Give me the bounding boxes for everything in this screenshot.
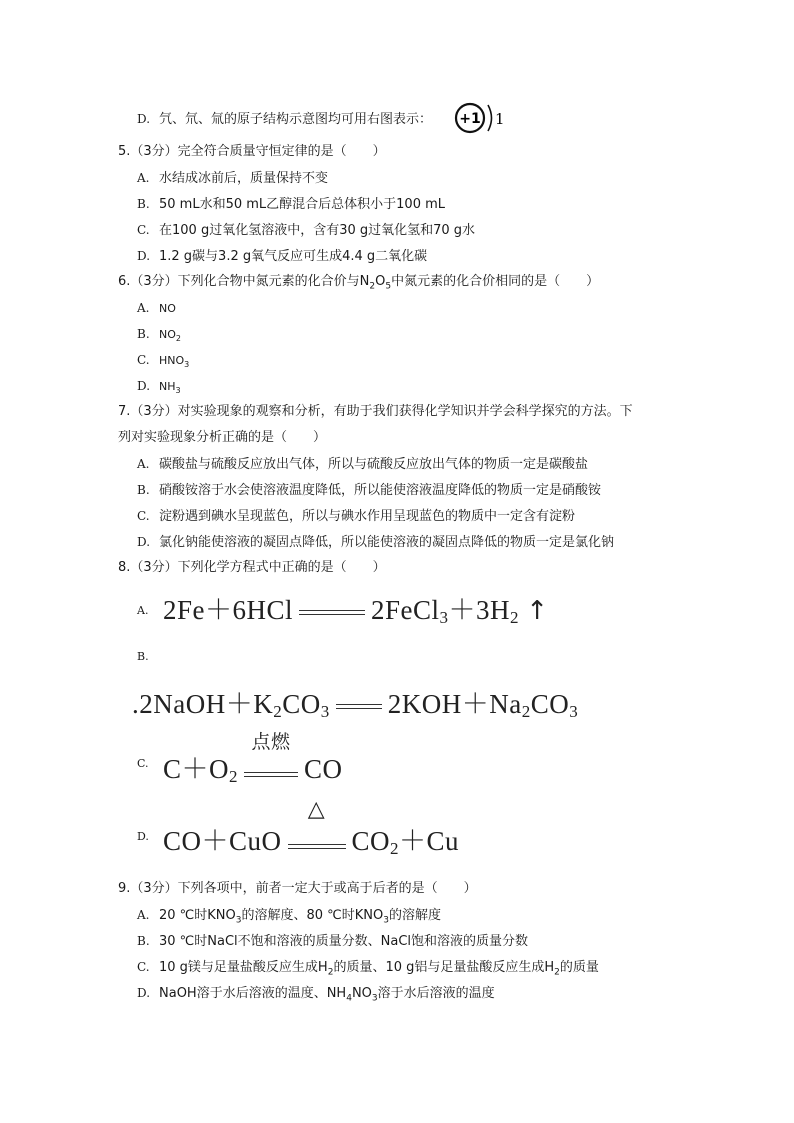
option-text: NO — [159, 302, 176, 315]
q5-option-b[interactable] — [137, 195, 445, 214]
option-text: 淀粉遇到碘水呈现蓝色，所以与碘水作用呈现蓝色的物质中一定含有淀粉 — [159, 509, 576, 524]
equals-sign — [299, 610, 365, 615]
option-text: 氕、氘、氚的原子结构示意图均可用右图表示： — [159, 112, 433, 127]
nucleus-charge: +1 — [459, 111, 481, 127]
option-label: C. — [137, 223, 150, 237]
equation-part: ＋3H — [448, 595, 511, 625]
option-label: D. — [137, 249, 151, 263]
q6-stem — [118, 273, 599, 296]
subscript: 2 — [554, 967, 560, 978]
option-text: 溶于水后溶液的温度 — [377, 986, 495, 1001]
q6-option-d[interactable] — [137, 377, 181, 400]
option-text: 水结成冰前后，质量保持不变 — [159, 171, 329, 186]
gas-arrow-icon: ↑ — [526, 596, 549, 626]
option-text: 1.2 g碳与3.2 g氧气反应可生成4.4 g二氧化碳 — [159, 249, 428, 264]
q7-option-c[interactable] — [137, 507, 575, 526]
subscript: 3 — [383, 915, 389, 926]
subscript: 3 — [569, 702, 579, 721]
option-text: 的溶解度 — [389, 908, 442, 923]
subscript: 2 — [390, 839, 400, 858]
option-text: 10 g镁与足量盐酸反应生成H — [159, 960, 328, 975]
option-label: D. — [137, 986, 151, 1000]
option-label: A. — [137, 457, 150, 471]
equation-part: CO — [304, 754, 343, 784]
subscript: 3 — [371, 993, 378, 1004]
option-text: 碳酸盐与硫酸反应放出气体，所以与硫酸反应放出气体的物质一定是碳酸盐 — [159, 457, 589, 472]
subscript: 2 — [273, 702, 283, 721]
subscript: 2 — [175, 334, 181, 344]
stem-part: 中氮元素的化合价相同的是（ ） — [391, 274, 600, 289]
equation-part: 2KOH＋Na — [387, 689, 522, 719]
equation-part: ＋Cu — [399, 826, 460, 856]
equals-sign — [244, 772, 298, 777]
subscript: 2 — [327, 967, 334, 978]
q8-option-a-label[interactable]: A. — [137, 604, 149, 617]
option-label: A. — [137, 171, 150, 185]
equation-part: C＋O — [163, 754, 230, 784]
q6-option-a[interactable] — [137, 299, 176, 318]
q8-equation-d — [163, 796, 460, 860]
equation-part: CO＋CuO — [163, 826, 282, 856]
subscript: 2 — [369, 281, 376, 292]
q6-option-b[interactable] — [137, 325, 181, 348]
subscript: 2 — [510, 608, 520, 627]
option-label: D. — [137, 379, 151, 393]
subscript: 2 — [229, 767, 239, 786]
q8-equation-a — [163, 594, 549, 627]
q9-stem: 9.（3分）下列各项中，前者一定大于或高于后者的是（ ） — [118, 881, 477, 896]
subscript: 3 — [439, 608, 449, 627]
q5-stem: 5.（3分）完全符合质量守恒定律的是（ ） — [118, 144, 386, 159]
equals-sign — [288, 844, 346, 849]
option-text: 氯化钠能使溶液的凝固点降低，所以能使溶液的凝固点降低的物质一定是氯化钠 — [159, 535, 615, 550]
q9-option-c[interactable] — [137, 958, 599, 982]
reaction-equals — [242, 730, 300, 788]
option-label: B. — [137, 327, 150, 341]
q8-option-b-label[interactable]: B. — [137, 650, 149, 663]
option-text: 的质量 — [559, 960, 599, 975]
q8-option-c-label[interactable]: C. — [137, 757, 149, 770]
option-text: 50 mL水和50 mL乙醇混合后总体积小于100 mL — [159, 197, 446, 212]
option-text: 硝酸铵溶于水会使溶液温度降低，所以能使溶液温度降低的物质一定是硝酸铵 — [159, 483, 602, 498]
stem-part: 6.（3分）下列化合物中氮元素的化合价与N — [118, 274, 370, 289]
option-text: HNO — [159, 354, 185, 367]
option-text: NH — [159, 380, 176, 393]
q7-option-a[interactable] — [137, 455, 588, 474]
q7-option-b[interactable] — [137, 481, 601, 500]
subscript: 3 — [235, 915, 242, 926]
equation-part: .2NaOH＋K — [132, 689, 274, 719]
q7-option-d[interactable] — [137, 533, 614, 552]
q7-stem-line1: 7.（3分）对实验现象的观察和分析，有助于我们获得化学知识并学会科学探究的方法。下 — [118, 404, 633, 419]
option-text: NO — [351, 986, 372, 1001]
q8-equation-c — [163, 730, 343, 788]
subscript: 3 — [184, 360, 190, 370]
q6-option-c[interactable] — [137, 351, 189, 374]
subscript: 3 — [320, 702, 330, 721]
subscript: 3 — [175, 386, 181, 396]
option-label: D. — [137, 112, 151, 126]
subscript: 2 — [521, 702, 531, 721]
hydrogen-atom-diagram-icon — [453, 101, 503, 135]
option-label: A. — [137, 301, 150, 315]
equation-part: CO — [530, 689, 570, 719]
q8-equation-b — [132, 688, 578, 720]
equation-part: CO — [282, 689, 321, 719]
reaction-condition: 点燃 — [251, 730, 291, 753]
stem-part: O — [375, 274, 386, 289]
q5-option-c[interactable] — [137, 221, 475, 240]
option-text: NaOH溶于水后溶液的温度、NH — [159, 986, 347, 1001]
q9-option-a[interactable] — [137, 906, 441, 930]
heat-triangle-icon: △ — [307, 796, 326, 822]
option-label: D. — [137, 535, 151, 549]
option-label: B. — [137, 483, 150, 497]
q5-option-a[interactable] — [137, 169, 328, 188]
q9-option-b[interactable] — [137, 932, 528, 951]
option-text: NO — [159, 328, 176, 341]
option-label: B. — [137, 197, 150, 211]
electron-shell-arc — [488, 105, 492, 131]
option-label: C. — [137, 960, 150, 974]
option-text: 的溶解度、80 ℃时KNO — [241, 908, 384, 923]
subscript: 5 — [385, 281, 392, 292]
q8-option-d-label[interactable]: D. — [137, 830, 149, 843]
q7-stem-line2: 列对实验现象分析正确的是（ ） — [118, 430, 327, 445]
option-text: 20 ℃时KNO — [159, 908, 236, 923]
equals-sign — [336, 704, 382, 709]
option-text: 的质量、10 g铝与足量盐酸反应生成H — [333, 960, 555, 975]
option-label: A. — [137, 908, 150, 922]
option-label: C. — [137, 509, 150, 523]
q8-stem: 8.（3分）下列化学方程式中正确的是（ ） — [118, 560, 386, 575]
q9-option-d[interactable] — [137, 984, 495, 1008]
option-text: 30 ℃时NaCl不饱和溶液的质量分数、NaCl饱和溶液的质量分数 — [159, 934, 529, 949]
q4-option-d — [137, 110, 432, 129]
equation-part: 2Fe＋6HCl — [163, 595, 294, 625]
shell-electron-count: 1 — [495, 110, 505, 128]
q5-option-d[interactable] — [137, 247, 427, 266]
equation-part: 2FeCl — [371, 595, 440, 625]
option-text: 在100 g过氧化氢溶液中，含有30 g过氧化氢和70 g水 — [159, 223, 476, 238]
option-label: C. — [137, 353, 150, 367]
reaction-equals — [286, 796, 348, 860]
option-label: B. — [137, 934, 150, 948]
subscript: 4 — [346, 993, 352, 1004]
equation-part: CO — [351, 826, 391, 856]
